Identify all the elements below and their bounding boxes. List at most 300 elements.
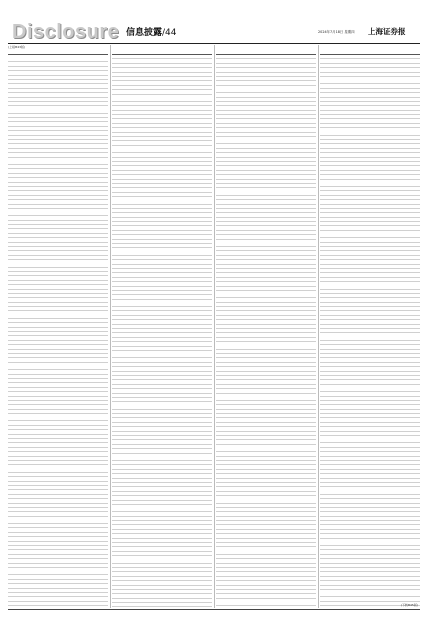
table-cell [352, 243, 374, 246]
table-cell [278, 251, 286, 254]
table-cell [144, 410, 166, 413]
table-cell [62, 358, 70, 361]
table-cell [70, 555, 78, 558]
table-cell [286, 213, 316, 216]
table-cell [278, 350, 286, 353]
table-cell [40, 345, 62, 348]
table-row [320, 385, 420, 392]
table-cell [18, 102, 40, 105]
table-cell [78, 102, 108, 105]
table-cell [122, 307, 144, 310]
table-cell [270, 68, 278, 71]
table-cell [144, 311, 166, 314]
table-cell [40, 76, 62, 79]
table-cell [248, 338, 270, 341]
table-cell [112, 564, 122, 567]
table-cell [270, 508, 278, 511]
table-cell [18, 546, 40, 549]
table-cell [286, 470, 316, 473]
table-cell [278, 372, 286, 375]
table-cell [330, 256, 352, 259]
table-cell [122, 248, 144, 254]
table-cell [390, 397, 420, 400]
table-cell [320, 256, 330, 259]
section-title [126, 25, 177, 38]
table-cell [352, 354, 374, 357]
table-cell [352, 341, 374, 344]
table-cell [270, 282, 278, 285]
table-cell [70, 345, 78, 348]
table-cell [182, 128, 212, 131]
table-cell [18, 122, 40, 125]
table-cell [70, 564, 78, 567]
table-cell [122, 197, 144, 203]
table-cell [62, 323, 70, 326]
table-cell [278, 209, 286, 212]
table-cell [330, 376, 352, 379]
table-cell [216, 260, 226, 263]
table-cell [182, 111, 212, 114]
table-cell [352, 187, 374, 190]
table-cell [390, 149, 420, 152]
table-cell [144, 226, 166, 229]
table-cell [182, 235, 212, 238]
table-cell [112, 577, 122, 580]
table-cell [390, 320, 420, 323]
table-cell [18, 375, 40, 378]
table-cell [144, 256, 166, 259]
table-cell [174, 398, 182, 401]
table-header-cell [144, 50, 166, 54]
table-cell [18, 426, 40, 429]
table-cell [390, 385, 420, 391]
table-cell [122, 603, 144, 606]
table-cell [122, 205, 144, 208]
table-cell [390, 410, 420, 413]
table-cell [270, 278, 278, 281]
table-cell [226, 247, 248, 250]
table-cell [166, 607, 174, 608]
table-cell [18, 238, 40, 241]
table-cell [330, 333, 352, 339]
table-cell [166, 158, 174, 161]
table-row [320, 333, 420, 340]
table-cell [144, 81, 166, 84]
table-cell [18, 174, 40, 177]
table-cell [122, 106, 144, 109]
table-cell [122, 102, 144, 105]
table-cell [62, 443, 70, 446]
table-cell [8, 461, 18, 464]
table-cell [390, 452, 420, 455]
table-cell [330, 405, 352, 408]
table-cell [320, 586, 330, 589]
table-cell [374, 602, 382, 605]
table-cell [144, 521, 166, 524]
table-cell [18, 363, 40, 369]
table-cell [40, 169, 62, 172]
table-cell [248, 418, 270, 421]
table-cell [330, 73, 352, 76]
table-cell [248, 144, 270, 147]
table-cell [216, 380, 226, 383]
table-cell [374, 256, 382, 259]
table-cell [270, 226, 278, 229]
table-cell [278, 162, 286, 165]
table-cell [248, 102, 270, 105]
table-cell [330, 443, 352, 446]
table-cell [278, 461, 286, 464]
table-cell [330, 525, 352, 528]
table-cell [182, 197, 212, 203]
table-cell [286, 59, 316, 62]
table-cell [174, 269, 182, 272]
table-cell [70, 559, 78, 562]
table-cell [216, 418, 226, 421]
table-cell [112, 372, 122, 375]
table-cell [182, 505, 212, 511]
table-cell [166, 273, 174, 276]
table-cell [390, 59, 420, 62]
table-cell [144, 607, 166, 608]
table-cell [62, 67, 70, 70]
table-cell [182, 329, 212, 332]
table-cell [8, 209, 18, 215]
table-cell [166, 133, 174, 136]
table-cell [216, 394, 226, 400]
table-cell [40, 482, 62, 485]
table-cell [374, 162, 382, 165]
table-cell [382, 59, 390, 62]
table-cell [390, 568, 420, 571]
table-cell [40, 392, 62, 395]
table-cell [330, 153, 352, 156]
table-cell [352, 350, 374, 353]
table-cell [182, 146, 212, 152]
table-cell [122, 166, 144, 169]
table-cell [62, 272, 70, 275]
table-cell [174, 525, 182, 528]
table-cell [278, 512, 286, 515]
table-cell [248, 218, 270, 221]
table-cell [286, 354, 316, 357]
table-cell [286, 461, 316, 464]
table-cell [286, 350, 316, 353]
table-cell [216, 149, 226, 152]
table-cell [8, 350, 18, 353]
table-cell [182, 436, 212, 439]
table-cell [248, 555, 270, 558]
table-cell [352, 166, 374, 169]
table-cell [144, 505, 166, 511]
table-cell [226, 184, 248, 187]
table-cell [270, 581, 278, 584]
table-cell [78, 84, 108, 87]
table-cell [374, 84, 382, 87]
table-cell [320, 158, 330, 161]
table-cell [286, 338, 316, 341]
table-cell [330, 149, 352, 152]
table-cell [270, 55, 278, 58]
table-cell [112, 153, 122, 156]
table-cell [270, 599, 278, 605]
table-cell [374, 158, 382, 161]
table-row [320, 128, 420, 135]
table-cell [216, 86, 226, 92]
table-cell [8, 345, 18, 348]
table-cell [248, 457, 270, 460]
table-cell [278, 474, 286, 477]
table-cell [18, 512, 40, 515]
table-cell [226, 436, 248, 439]
table-cell [174, 295, 182, 298]
table-cell [352, 73, 374, 76]
table-cell [144, 209, 166, 212]
table-cell [382, 333, 390, 339]
table-cell [18, 106, 40, 112]
table-cell [78, 276, 108, 279]
table-cell [166, 465, 174, 468]
table-cell [320, 282, 330, 288]
table-cell [248, 282, 270, 285]
table-cell [144, 427, 166, 430]
table-cell [330, 294, 352, 297]
table-cell [320, 191, 330, 194]
table-cell [390, 354, 420, 357]
table-cell [18, 229, 40, 232]
table-cell [248, 86, 270, 92]
table-cell [390, 93, 420, 96]
table-cell [78, 528, 108, 531]
table-cell [286, 320, 316, 323]
table-cell [374, 341, 382, 344]
table-cell [174, 287, 182, 290]
table-cell [248, 133, 270, 136]
table-cell [278, 534, 286, 537]
table-cell [382, 231, 390, 237]
table-cell [330, 158, 352, 161]
table-cell [70, 517, 78, 523]
table-cell [278, 418, 286, 421]
table-cell [8, 482, 18, 485]
table-cell [166, 307, 174, 310]
table-cell [70, 158, 78, 164]
table-cell [216, 487, 226, 490]
table-cell [8, 243, 18, 246]
table-cell [182, 188, 212, 191]
table-cell [374, 294, 382, 297]
table-cell [286, 440, 316, 443]
table-row [320, 539, 420, 546]
table-cell [390, 534, 420, 537]
table-cell [390, 247, 420, 250]
table-cell [62, 80, 70, 83]
table-cell [352, 333, 374, 339]
table-cell [8, 537, 18, 540]
table-cell [216, 307, 226, 310]
table-cell [70, 568, 78, 574]
table-cell [270, 240, 278, 246]
table-cell [226, 504, 248, 507]
table-cell [112, 320, 122, 323]
table-cell [278, 200, 286, 203]
table-cell [278, 86, 286, 92]
table-cell [320, 140, 330, 143]
table-cell [18, 559, 40, 562]
table-cell [270, 465, 278, 468]
table-cell [78, 281, 108, 284]
table-cell [374, 205, 382, 208]
table-cell [40, 319, 62, 322]
table-cell [70, 435, 78, 438]
table-cell [352, 380, 374, 383]
table-cell [374, 144, 382, 147]
table-cell [122, 577, 144, 580]
table-cell [286, 81, 316, 84]
table-cell [40, 294, 62, 297]
table-cell [390, 260, 420, 263]
table-cell [330, 282, 352, 288]
table-cell [382, 448, 390, 451]
table-cell [382, 238, 390, 241]
table-cell [382, 590, 390, 596]
table-cell [390, 525, 420, 528]
table-cell [330, 278, 352, 281]
table-cell [62, 328, 70, 331]
table-cell [78, 439, 108, 442]
table-cell [70, 537, 78, 540]
table-cell [248, 265, 270, 268]
table-cell [70, 332, 78, 335]
table-cell [40, 251, 62, 254]
table-cell [166, 358, 174, 361]
table-cell [112, 106, 122, 109]
table-cell [122, 402, 144, 408]
table-cell [144, 295, 166, 298]
table-cell [226, 256, 248, 259]
table-cell [144, 95, 166, 101]
table-cell [8, 490, 18, 493]
table-cell [320, 590, 330, 596]
table-cell [182, 556, 212, 562]
table-cell [278, 440, 286, 443]
table-cell [112, 512, 122, 515]
table-cell [374, 73, 382, 76]
table-cell [390, 487, 420, 493]
table-cell [330, 243, 352, 246]
table-cell [320, 218, 330, 221]
table-cell [374, 222, 382, 225]
table-cell [278, 180, 286, 183]
table-cell [286, 153, 316, 156]
table-cell [122, 235, 144, 238]
table-cell [374, 452, 382, 455]
table-cell [166, 436, 174, 439]
table-cell [18, 358, 40, 361]
table-cell [174, 556, 182, 562]
table-cell [78, 243, 108, 246]
table-cell [18, 350, 40, 353]
table-cell [144, 572, 166, 575]
table-cell [182, 248, 212, 254]
table-cell [70, 76, 78, 79]
table-cell [320, 260, 330, 263]
table-cell [390, 350, 420, 353]
table-cell [374, 499, 382, 502]
table-cell [18, 397, 40, 400]
table-cell [18, 127, 40, 130]
table-cell [166, 525, 174, 528]
table-cell [226, 380, 248, 383]
table-cell [70, 272, 78, 275]
table-cell [40, 140, 62, 143]
table-cell [320, 325, 330, 328]
table-cell [286, 543, 316, 546]
table-cell [390, 577, 420, 580]
table-cell [382, 495, 390, 498]
table-cell [216, 577, 226, 580]
table-cell [62, 589, 70, 592]
table-cell [270, 251, 278, 254]
table-cell [226, 372, 248, 375]
table-cell [166, 564, 174, 567]
table-cell [8, 504, 18, 507]
table-cell [286, 483, 316, 486]
table-cell [8, 435, 18, 438]
table-cell [330, 231, 352, 237]
table-cell [166, 81, 174, 84]
table-row [216, 342, 316, 349]
table-cell [182, 470, 212, 473]
table-cell [182, 521, 212, 524]
table-cell [278, 287, 286, 290]
table-cell [248, 81, 270, 84]
table-cell [382, 209, 390, 212]
table-cell [320, 273, 330, 276]
table-cell [390, 436, 420, 442]
table-cell [320, 499, 330, 502]
table-cell [286, 205, 316, 208]
table-cell [390, 162, 420, 165]
table-cell [8, 131, 18, 134]
table-cell [18, 311, 40, 317]
table-cell [122, 119, 144, 122]
table-cell [270, 394, 278, 400]
table-cell [352, 59, 374, 62]
table-cell [166, 454, 174, 460]
table-cell [8, 606, 18, 608]
table-cell [182, 445, 212, 448]
table-cell [62, 165, 70, 168]
table-row [112, 454, 212, 461]
table-cell [216, 81, 226, 84]
table-cell [248, 98, 270, 101]
table-cell [8, 153, 18, 156]
table-cell [278, 137, 286, 143]
table-cell [70, 477, 78, 480]
table-cell [112, 521, 122, 524]
table-cell [278, 380, 286, 383]
table-cell [70, 196, 78, 199]
table-cell [166, 291, 174, 294]
table-cell [144, 445, 166, 448]
table-cell [18, 533, 40, 536]
table-cell [352, 564, 374, 567]
table-cell [216, 581, 226, 584]
table-cell [390, 345, 420, 348]
table-cell [112, 505, 122, 511]
table-cell [144, 465, 166, 468]
